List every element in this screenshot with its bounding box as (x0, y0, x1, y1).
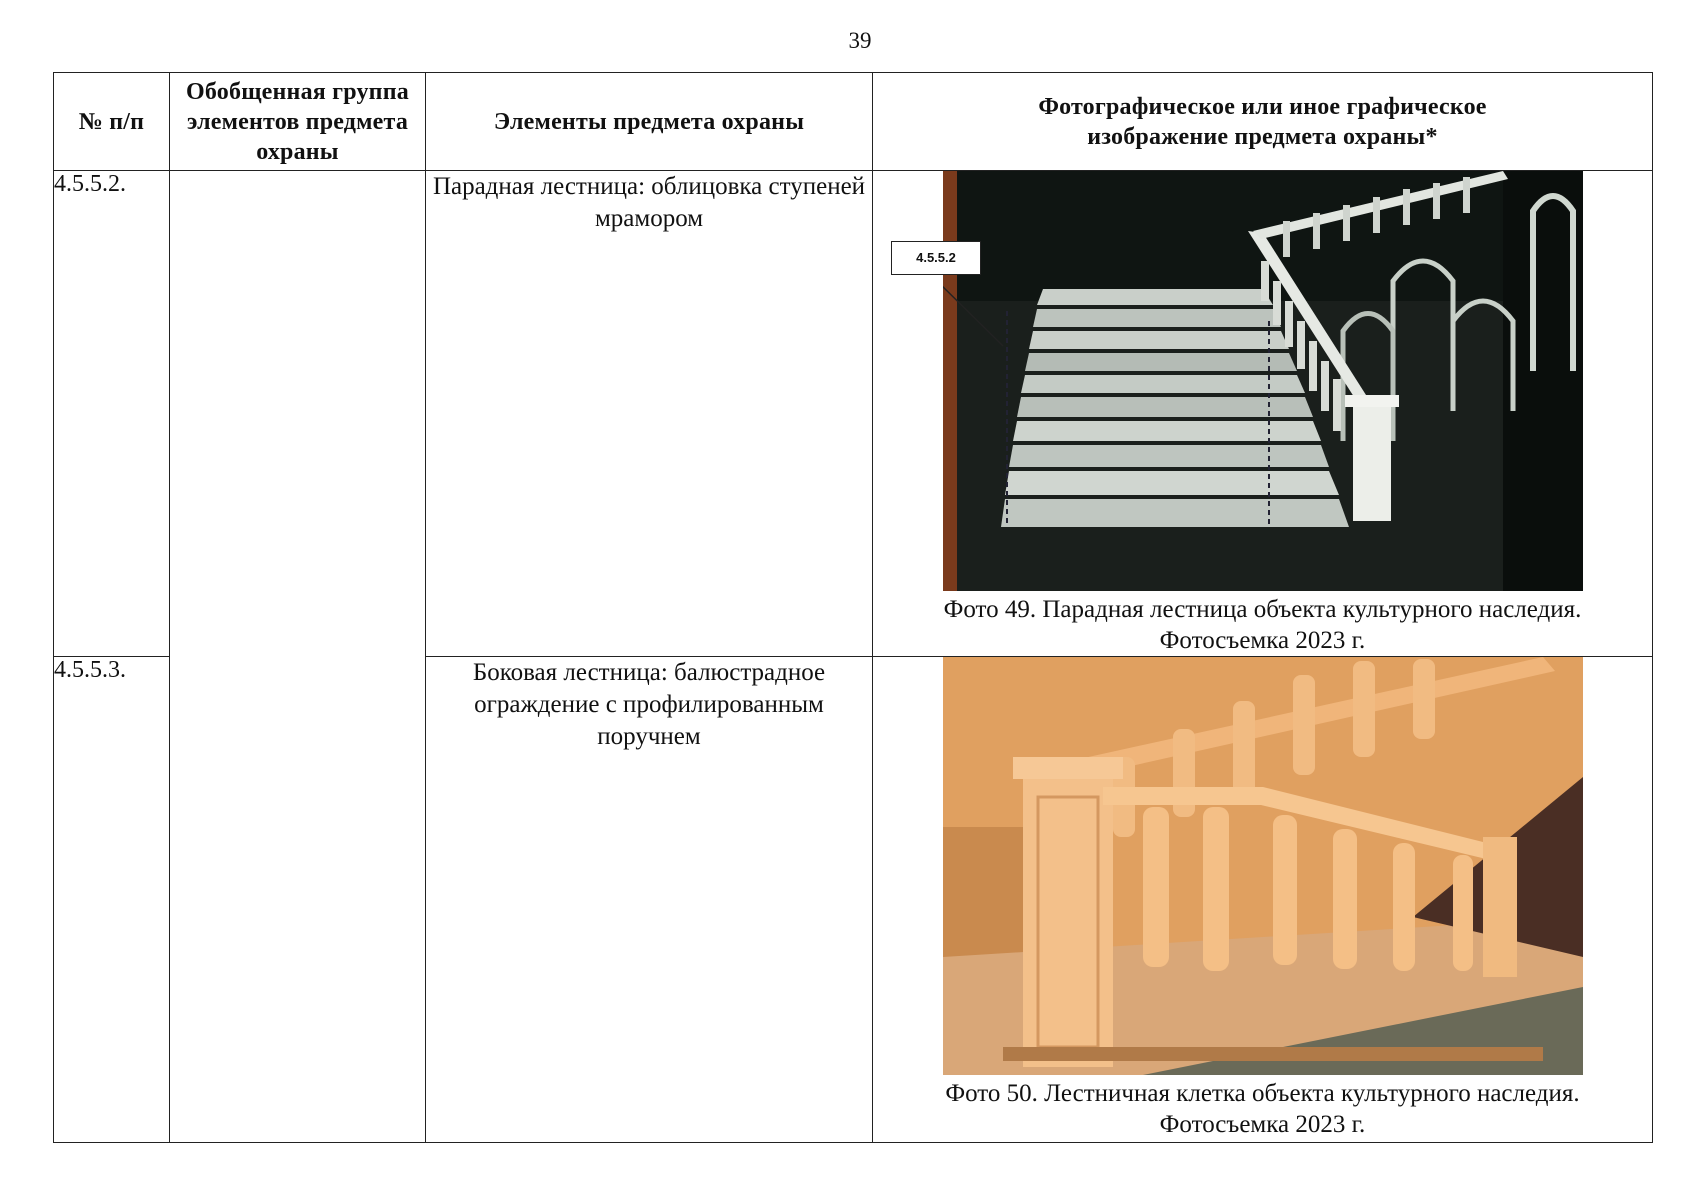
row-number: 4.5.5.2. (54, 171, 170, 657)
group-cell (170, 171, 426, 1143)
photo-main-staircase (943, 171, 1583, 591)
caption-line-2: Фотосъемка 2023 г. (1159, 1111, 1366, 1138)
photo-side-staircase (943, 657, 1583, 1075)
page-number: 39 (848, 28, 872, 53)
photo-caption (873, 594, 1652, 656)
photo-cell (873, 171, 1653, 657)
protection-table (53, 72, 1653, 1143)
header-image: Фотографическое или иное графическое изображение предмета охраны* (873, 73, 1653, 171)
photo-caption (873, 1078, 1652, 1140)
caption-line-1: Фото 49. Парадная лестница объекта культурного наследия. (943, 596, 1582, 623)
caption-line-2: Фотосъемка 2023 г. (1159, 627, 1366, 654)
photo-label-callout (891, 241, 981, 275)
caption-line-1: Фото 50. Лестничная клетка объекта культурного наследия. (945, 1080, 1580, 1107)
header-num: № п/п (54, 73, 170, 171)
table-header-row (54, 73, 1653, 171)
photo-label-text: 4.5.5.2 (916, 250, 956, 265)
element-description: Парадная лестница: облицовка ступеней мрамором (426, 171, 873, 657)
header-group: Обобщенная группа элементов предмета охраны (170, 73, 426, 171)
photo-cell (873, 657, 1653, 1143)
header-elements: Элементы предмета охраны (426, 73, 873, 171)
element-description: Боковая лестница: балюстрадное ограждение с профилированным поручнем (426, 657, 873, 1143)
table-row (54, 171, 1653, 657)
row-number: 4.5.5.3. (54, 657, 170, 1143)
